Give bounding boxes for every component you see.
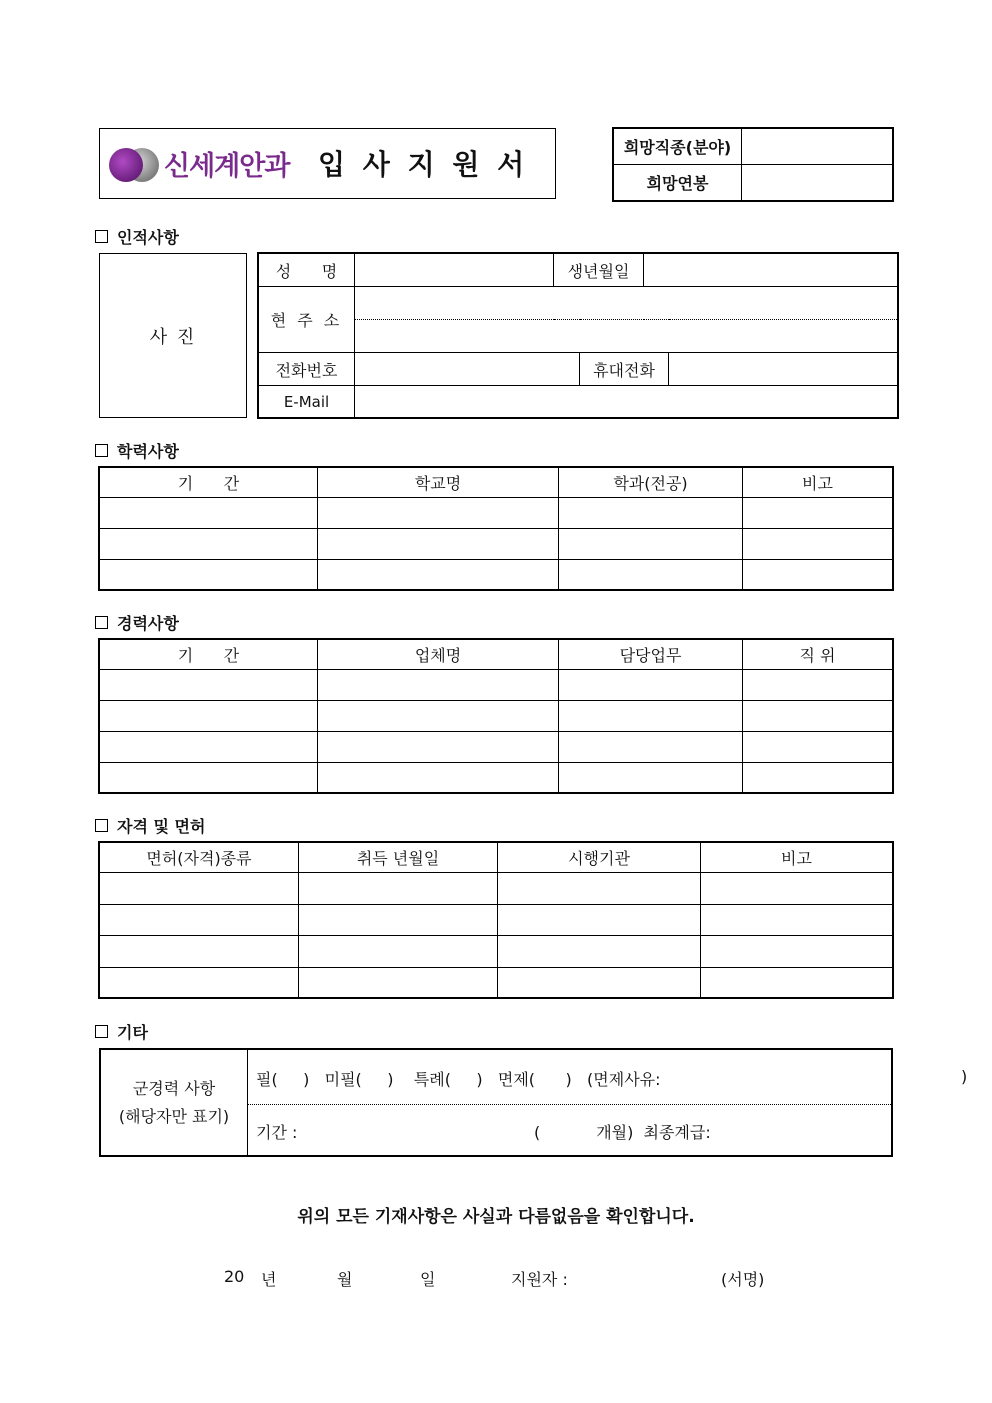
year-label: 년 xyxy=(261,1270,277,1289)
military-close-paren: ) xyxy=(961,1067,968,1086)
military-period-row[interactable] xyxy=(248,1105,891,1155)
career-table xyxy=(99,639,893,793)
applicant-label: 지원자 : xyxy=(511,1270,568,1289)
table-cell[interactable] xyxy=(318,529,559,560)
header-title-box xyxy=(99,128,556,199)
signature-line xyxy=(0,1267,992,1291)
table-header-row xyxy=(100,640,893,670)
table-cell[interactable] xyxy=(701,936,893,968)
column-header: 시행기관 xyxy=(498,843,701,873)
military-box xyxy=(99,1048,968,1157)
column-header: 담당업무 xyxy=(559,640,743,670)
phone-label: 전화번호 xyxy=(259,353,355,386)
personal-table xyxy=(258,253,898,418)
table-cell[interactable] xyxy=(498,905,701,936)
logo-icon xyxy=(108,147,162,183)
address-input-line2[interactable] xyxy=(355,320,898,353)
year-prefix: 20 xyxy=(224,1267,245,1286)
military-label xyxy=(101,1050,248,1155)
section-license-heading: 자격 및 면허 xyxy=(95,814,205,837)
table-cell[interactable] xyxy=(701,968,893,998)
desired-field-label: 희망직종(분야) xyxy=(614,129,742,165)
address-label: 현 주 소 xyxy=(259,287,355,353)
table-cell[interactable] xyxy=(100,873,299,905)
table-row xyxy=(100,873,893,905)
desired-table xyxy=(613,128,893,201)
table-cell[interactable] xyxy=(743,763,893,793)
column-header: 기 간 xyxy=(100,640,318,670)
table-cell[interactable] xyxy=(299,936,498,968)
table-cell[interactable] xyxy=(743,529,893,560)
table-cell[interactable] xyxy=(743,732,893,763)
table-cell[interactable] xyxy=(743,560,893,590)
table-cell[interactable] xyxy=(318,670,559,701)
table-header-row xyxy=(100,468,893,498)
table-header-row xyxy=(100,843,893,873)
table-cell[interactable] xyxy=(559,498,743,529)
table-cell[interactable] xyxy=(100,498,318,529)
birth-label: 생년월일 xyxy=(554,254,644,287)
table-row xyxy=(100,763,893,793)
table-cell[interactable] xyxy=(498,873,701,905)
section-personal-heading: 인적사항 xyxy=(95,225,179,248)
table-cell[interactable] xyxy=(559,701,743,732)
military-months-label: ( 개월) 최종계급: xyxy=(534,1123,711,1142)
desired-salary-label: 희망연봉 xyxy=(614,165,742,201)
table-cell[interactable] xyxy=(498,936,701,968)
table-row xyxy=(100,701,893,732)
checkbox-square-icon xyxy=(95,616,108,629)
birth-input[interactable] xyxy=(644,254,898,287)
checkbox-square-icon xyxy=(95,819,108,832)
brand-name: 신세계안과 xyxy=(164,151,290,182)
table-cell[interactable] xyxy=(100,701,318,732)
table-cell[interactable] xyxy=(743,498,893,529)
table-row xyxy=(100,670,893,701)
table-cell[interactable] xyxy=(743,670,893,701)
table-cell[interactable] xyxy=(559,529,743,560)
military-options-row[interactable] xyxy=(248,1050,968,1105)
table-cell[interactable] xyxy=(559,732,743,763)
table-row xyxy=(100,905,893,936)
column-header: 학교명 xyxy=(318,468,559,498)
email-label: E-Mail xyxy=(259,386,355,418)
section-other-heading: 기타 xyxy=(95,1020,148,1043)
table-cell[interactable] xyxy=(299,873,498,905)
checkbox-square-icon xyxy=(95,230,108,243)
table-cell[interactable] xyxy=(559,763,743,793)
column-header: 면허(자격)종류 xyxy=(100,843,299,873)
address-input-line1[interactable] xyxy=(355,287,898,320)
table-cell[interactable] xyxy=(318,763,559,793)
table-cell[interactable] xyxy=(498,968,701,998)
mobile-label: 휴대전화 xyxy=(580,353,669,386)
table-cell[interactable] xyxy=(100,670,318,701)
table-row xyxy=(100,529,893,560)
table-cell[interactable] xyxy=(318,498,559,529)
table-cell[interactable] xyxy=(100,968,299,998)
photo-box[interactable] xyxy=(99,253,247,418)
table-cell[interactable] xyxy=(701,873,893,905)
desired-salary-input[interactable] xyxy=(742,165,893,201)
page-title: 입 사 지 원 서 xyxy=(318,148,529,181)
column-header: 취득 년월일 xyxy=(299,843,498,873)
checkbox-square-icon xyxy=(95,444,108,457)
name-input[interactable] xyxy=(355,254,554,287)
column-header: 비고 xyxy=(743,468,893,498)
signature-label: (서명) xyxy=(721,1270,765,1289)
phone-input[interactable] xyxy=(355,353,580,386)
declaration-text: 위의 모든 기재사항은 사실과 다름없음을 확인합니다. xyxy=(297,1207,695,1227)
table-cell[interactable] xyxy=(100,732,318,763)
military-options-text: 필( ) 미필( ) 특례( ) 면제( ) (면제사유: xyxy=(256,1070,661,1089)
table-cell[interactable] xyxy=(100,905,299,936)
military-period-label: 기간 : xyxy=(256,1123,298,1142)
checkbox-square-icon xyxy=(95,1025,108,1038)
table-row xyxy=(100,560,893,590)
table-cell[interactable] xyxy=(100,560,318,590)
month-label: 월 xyxy=(337,1270,353,1289)
column-header: 기 간 xyxy=(100,468,318,498)
day-label: 일 xyxy=(420,1270,436,1289)
name-label: 성 명 xyxy=(259,254,355,287)
table-row xyxy=(100,732,893,763)
military-label-line1: 군경력 사항 xyxy=(132,1078,216,1098)
education-table xyxy=(99,467,893,590)
table-cell[interactable] xyxy=(559,560,743,590)
table-cell[interactable] xyxy=(100,529,318,560)
table-row xyxy=(100,968,893,998)
desired-field-input[interactable] xyxy=(742,129,893,165)
table-cell[interactable] xyxy=(701,905,893,936)
table-cell[interactable] xyxy=(299,905,498,936)
section-career-heading: 경력사항 xyxy=(95,611,179,634)
table-cell[interactable] xyxy=(318,732,559,763)
table-cell[interactable] xyxy=(318,560,559,590)
mobile-input[interactable] xyxy=(669,353,898,386)
table-row xyxy=(100,498,893,529)
table-cell[interactable] xyxy=(743,701,893,732)
photo-label: 사 진 xyxy=(149,326,197,348)
table-cell[interactable] xyxy=(559,670,743,701)
table-cell[interactable] xyxy=(299,968,498,998)
table-cell[interactable] xyxy=(318,701,559,732)
column-header: 직 위 xyxy=(743,640,893,670)
license-table xyxy=(99,842,893,998)
email-input[interactable] xyxy=(355,386,898,418)
section-education-heading: 학력사항 xyxy=(95,439,179,462)
table-cell[interactable] xyxy=(100,936,299,968)
column-header: 학과(전공) xyxy=(559,468,743,498)
column-header: 비고 xyxy=(701,843,893,873)
military-label-line2: (해당자만 표기) xyxy=(118,1106,230,1126)
column-header: 업체명 xyxy=(318,640,559,670)
table-row xyxy=(100,936,893,968)
table-cell[interactable] xyxy=(100,763,318,793)
